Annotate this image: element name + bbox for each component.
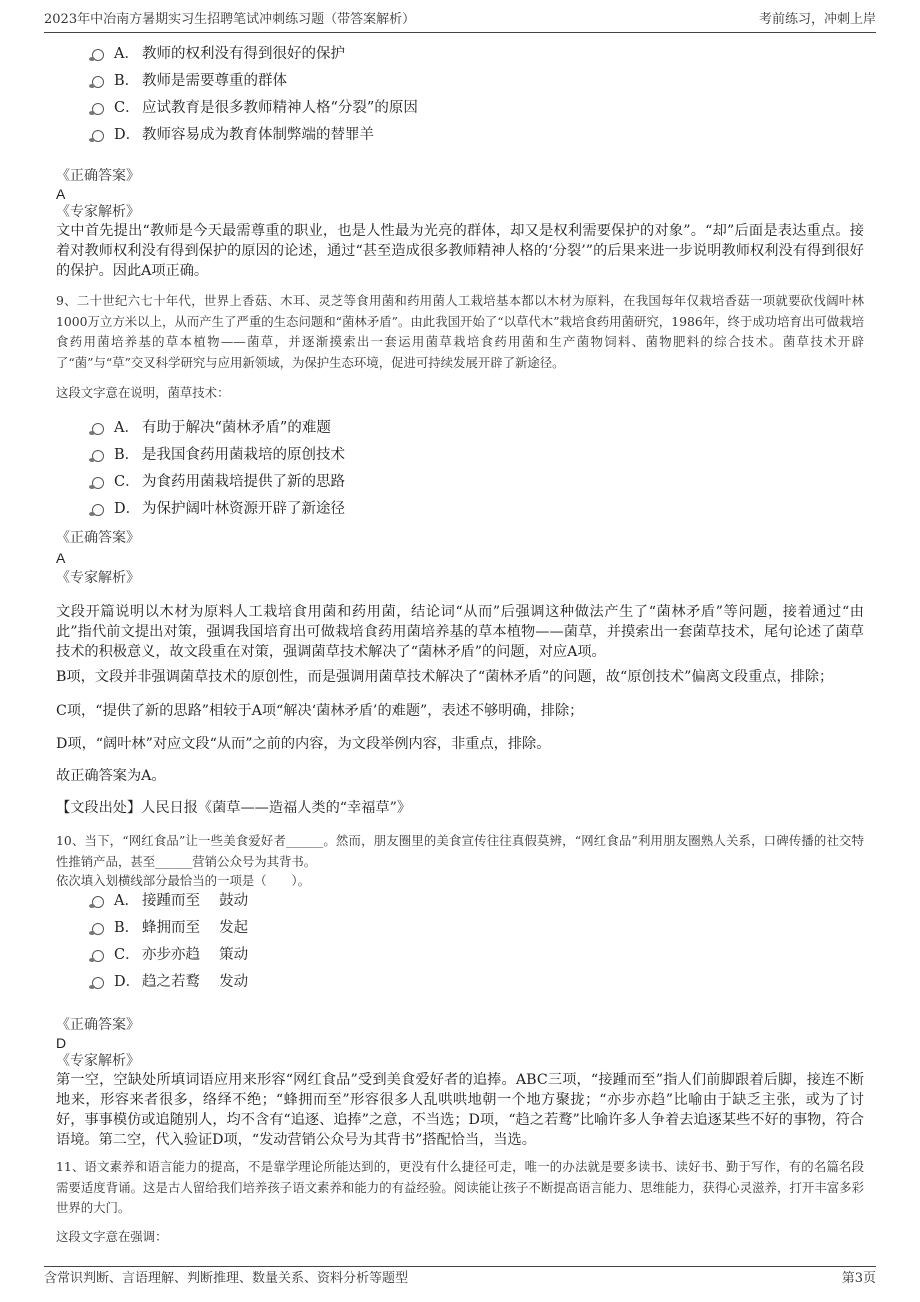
q8-option-d[interactable] (92, 122, 792, 149)
q9-option-c[interactable] (92, 469, 792, 496)
header-slogan: 考前练习，冲刺上岸 (758, 12, 876, 27)
analysis-paragraph: 文段开篇说明以木材为原料人工栽培食用菌和药用菌，结论词“从而”后强调这种做法产生了“菌林矛盾”等问题，接着通过“由此”指代前文提出对策，强调我国培育出可做栽培食药用菌培养基的草本植物——菌草，并摸索出一套菌草技术，尾句论述了菌草技术的积极意义，故文段重在对策，强调菌草技术解决了“菌林矛盾”的问题，对应A项。 (56, 604, 864, 660)
option-text: 蜂拥而至 发起 (142, 920, 249, 936)
analysis-label: 《专家解析》 (56, 1053, 140, 1069)
q9-option-d[interactable] (92, 496, 792, 523)
answer-label: 《正确答案》 (56, 168, 140, 184)
analysis-paragraph: C项，“提供了新的思路”相较于A项“解决‘菌林矛盾’的难题”，表述不够明确，排除； (56, 703, 584, 719)
answer-value: D (56, 1035, 67, 1051)
radio-icon[interactable] (92, 977, 104, 989)
radio-icon[interactable] (92, 130, 104, 142)
q10-options (92, 888, 792, 996)
option-text: 有助于解决“菌林矛盾”的难题 (142, 420, 331, 436)
q10-option-a[interactable] (92, 888, 792, 915)
q9-answer-section (56, 529, 864, 587)
q11-prompt (56, 1228, 864, 1246)
page-number: 第3页 (841, 1271, 876, 1286)
question-stem: 11、语文素养和语言能力的提高，不是靠学理论所能达到的，更没有什么捷径可走，唯一的办法就是要多读书、读好书、勤于写作，有的名篇名段需要适度背诵。这是古人留给我们培养孩子语文素养和能力的有益经验。阅读能让孩子不断提高语言能力、思维能力，获得心灵滋养，打开丰富多彩世界的大门。 (56, 1159, 864, 1215)
analysis-label: 《专家解析》 (56, 204, 140, 220)
option-letter: D． (114, 501, 141, 517)
option-letter: A． (114, 46, 139, 62)
option-letter: C． (114, 474, 140, 490)
q10-option-d[interactable] (92, 969, 792, 996)
analysis-paragraph: 故正确答案为A。 (56, 768, 166, 784)
analysis-label: 《专家解析》 (56, 570, 140, 586)
q10-stem (56, 831, 864, 890)
q8-option-b[interactable] (92, 68, 792, 95)
radio-icon[interactable] (92, 76, 104, 88)
radio-icon[interactable] (92, 423, 104, 435)
option-text: 为保护阔叶林资源开辟了新途径 (142, 501, 345, 517)
option-letter: C． (114, 947, 140, 963)
radio-icon[interactable] (92, 504, 104, 516)
q11-stem (56, 1157, 864, 1219)
option-text: 接踵而至 鼓动 (142, 893, 249, 909)
option-letter: D． (114, 974, 141, 990)
q10-answer-section (56, 1016, 864, 1150)
q10-option-b[interactable] (92, 915, 792, 942)
option-text: 亦步亦趋 策动 (142, 947, 249, 963)
radio-icon[interactable] (92, 896, 104, 908)
answer-value: A (56, 550, 66, 566)
option-letter: C． (114, 100, 140, 116)
option-text: 为食药用菌栽培提供了新的思路 (142, 474, 345, 490)
question-prompt: 这段文字意在说明，菌草技术： (56, 385, 230, 400)
q8-option-a[interactable] (92, 41, 792, 68)
option-letter: D． (114, 127, 141, 143)
q9-option-b[interactable] (92, 442, 792, 469)
radio-icon[interactable] (92, 923, 104, 935)
q9-analysis-conclusion (56, 766, 864, 786)
answer-label: 《正确答案》 (56, 530, 140, 546)
analysis-paragraph: D项，“阔叶林”对应文段“从而”之前的内容，为文段举例内容，非重点，排除。 (56, 736, 551, 752)
analysis-paragraph: B项，文段并非强调菌草技术的原创性，而是强调用菌草技术解决了“菌林矛盾”的问题，故“原创技术”偏离文段重点，排除； (56, 669, 834, 685)
option-text: 应试教育是很多教师精神人格“分裂”的原因 (142, 100, 418, 116)
q8-answer-section (56, 167, 864, 281)
answer-value: A (56, 186, 66, 202)
page-header (44, 10, 876, 33)
q9-analysis-d (56, 734, 864, 754)
q9-stem (56, 291, 864, 373)
option-letter: A． (114, 893, 139, 909)
q9-prompt (56, 384, 864, 402)
analysis-text: 文中首先提出“教师是今天最需尊重的职业，也是人性最为光亮的群体，却又是权利需要保护的对象”。“却”后面是表达重点。接着对教师权利没有得到保护的原因的论述，通过“甚至造成很多教师精神人格的‘分裂’”的后果来进一步说明教师权利没有得到很好的保护。因此A项正确。 (56, 223, 864, 279)
q9-analysis-c (56, 701, 864, 721)
radio-icon[interactable] (92, 950, 104, 962)
q9-options (92, 415, 792, 523)
radio-icon[interactable] (92, 103, 104, 115)
option-text: 趋之若鹜 发动 (142, 974, 249, 990)
option-text: 是我国食药用菌栽培的原创技术 (142, 447, 345, 463)
q9-analysis-b (56, 667, 864, 687)
q8-option-c[interactable] (92, 95, 792, 122)
question-prompt: 依次填入划横线部分最恰当的一项是（ ）。 (56, 873, 311, 888)
question-stem: 9、二十世纪六七十年代，世界上香菇、木耳、灵芝等食用菌和药用菌人工栽培基本都以木材为原料，在我国每年仅栽培香菇一项就要砍伐阔叶林1000万立方米以上，从而产生了严重的生态问题和“菌林矛盾”。由此我国开始了“以草代木”栽培食药用菌研究，1986年，终于成功培育出可做栽培食药用菌培养基的草本植物——菌草，并逐渐摸索出一套运用菌草栽培食药用菌和生产菌物饲料、菌物肥料的综合技术。菌草技术开辟了“菌”与“草”交叉科学研究与应用新领域，为保护生态环境，促进可持续发展开辟了新途径。 (56, 293, 864, 370)
q9-analysis (56, 602, 864, 662)
option-text: 教师的权利没有得到很好的保护 (142, 46, 345, 62)
page-footer (44, 1266, 876, 1291)
option-letter: B． (114, 920, 140, 936)
q9-source (56, 798, 864, 818)
question-stem: 10、当下，“网红食品”让一些美食爱好者______。然而，朋友圈里的美食宣传往往真假莫辨，“网红食品”利用朋友圈熟人关系，口碑传播的社交特性推销产品，甚至______营销公众号为其背书。 (56, 833, 864, 869)
option-text: 教师是需要尊重的群体 (142, 73, 287, 89)
q9-option-a[interactable] (92, 415, 792, 442)
option-letter: B． (114, 447, 140, 463)
option-letter: A． (114, 420, 139, 436)
footer-topics: 含常识判断、言语理解、判断推理、数量关系、资料分析等题型 (44, 1271, 409, 1286)
radio-icon[interactable] (92, 450, 104, 462)
q10-option-c[interactable] (92, 942, 792, 969)
document-title: 2023年中冶南方暑期实习生招聘笔试冲刺练习题（带答案解析） (44, 12, 416, 27)
radio-icon[interactable] (92, 49, 104, 61)
analysis-text: 第一空，空缺处所填词语应用来形容“网红食品”受到美食爱好者的追捧。ABC三项，“接踵而至”指人们前脚跟着后脚，接连不断地来，形容来者很多，络绎不绝；“蜂拥而至”形容很多人乱哄哄地朝一个地方聚拢；“亦步亦趋”比喻由于缺乏主张，或为了讨好，事事模仿或追随别人，均不含有“追逐、追捧”之意，不当选；D项，“趋之若鹜”比喻许多人争着去追逐某些不好的事物，符合语境。第二空，代入验证D项，“发动营销公众号为其背书”搭配恰当，当选。 (56, 1072, 864, 1148)
analysis-source: 【文段出处】人民日报《菌草——造福人类的“幸福草”》 (56, 800, 412, 816)
q8-options (92, 41, 792, 149)
option-letter: B． (114, 73, 140, 89)
radio-icon[interactable] (92, 477, 104, 489)
option-text: 教师容易成为教育体制弊端的替罪羊 (142, 127, 374, 143)
question-prompt: 这段文字意在强调： (56, 1229, 168, 1244)
answer-label: 《正确答案》 (56, 1017, 140, 1033)
